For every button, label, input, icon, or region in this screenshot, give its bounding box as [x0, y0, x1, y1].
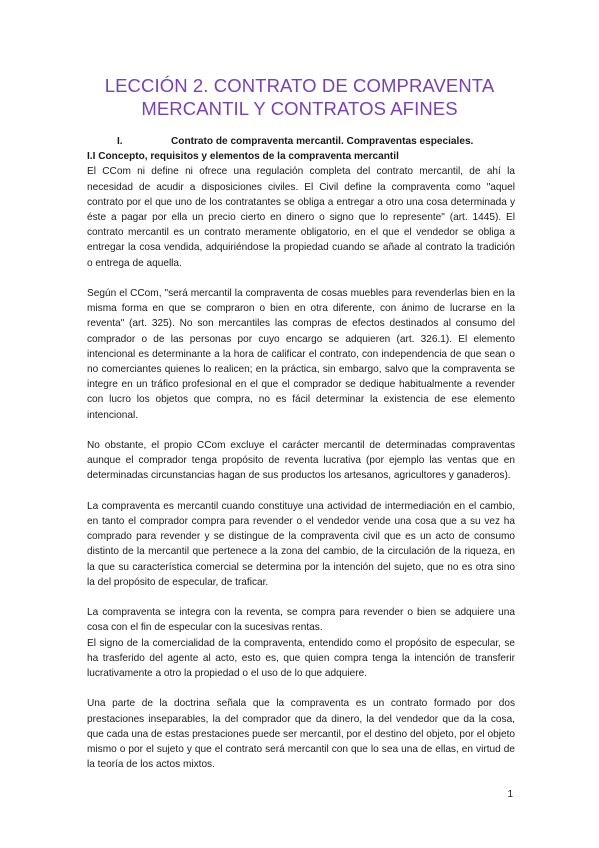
paragraph: La compraventa se integra con la reventa, se compra para revender o bien se adquiere una cosa con el fin de especular con la sucesivas rentas.	[87, 607, 515, 634]
page-number: 1	[507, 789, 513, 800]
paragraph-spacer	[87, 681, 515, 696]
paragraph-spacer	[87, 423, 515, 438]
section-heading-text: Contrato de compraventa mercantil. Compraventas especiales.	[171, 136, 474, 147]
paragraph: El CCom ni define ni ofrece una regulación completa del contrato mercantil, de ahí la necesidad de acudir a disposiciones civiles. El Civil define la compraventa como "aquel contrato por el que uno de los contratantes se obliga a entregar a otro una cosa determinada y éste a pagar por ella un precio cierto en dinero o signo que lo represente" (art. 1445). El contrato mercantil es un contrato meramente obligatorio, en el que el vendedor se obliga a entregar la cosa vendida, adquiriéndose la propiedad cuando se añade al contrato la tradición o entrega de aquella.	[87, 166, 515, 269]
title-line-1: LECCIÓN 2. CONTRATO DE COMPRAVENTA	[104, 75, 495, 96]
subsection-heading: I.I Concepto, requisitos y elementos de la compraventa mercantil	[87, 151, 399, 163]
title-line-2: MERCANTIL Y CONTRATOS AFINES	[141, 98, 458, 119]
section-number: I.	[117, 136, 123, 147]
document-body	[87, 134, 515, 772]
paragraph-spacer	[87, 271, 515, 286]
paragraph: El signo de la comercialidad de la compraventa, entendido como el propósito de especular, se ha trasferido del agente al acto, esto es, que quien compra tenga la intención de transferir lucrativamente a otro la propiedad o el uso de lo que adquiere.	[87, 637, 515, 680]
section-heading	[87, 134, 515, 149]
paragraph: La compraventa es mercantil cuando constituye una actividad de intermediación en el cambio, en tanto el comprador compra para revender o el vendedor vende una cosa que a su vez ha comprado para revender y se distingue de la compraventa civil que es un acto de consumo distinto de la mercantil que pertenece a la zona del cambio, de la circulación de la riqueza, en la que su característica comercial se determina por la intención del sujeto, que no es otra sino la del propósito de especular, de traficar.	[87, 500, 515, 588]
paragraph: Una parte de la doctrina señala que la compraventa es un contrato formado por dos prestaciones inseparables, la del comprador que da dinero, la del vendedor que da la cosa, que cada una de estas prestaciones puede ser mercantil, por el destino del objeto, por el objeto mismo o por el sujeto y que el contrato será mercantil con que lo sea una de ellas, en virtud de la teoría de los actos mixtos.	[87, 698, 515, 771]
page-title	[0, 74, 599, 120]
paragraph-spacer	[87, 484, 515, 499]
paragraph: Según el CCom, "será mercantil la compraventa de cosas muebles para revenderlas bien en la misma forma en que se compraron o bien en otra diferente, con ánimo de lucrarse en la reventa" (art. 325). No son mercantiles las compras de efectos destinados al consumo del comprador o de las personas por cuyo encargo se adquieren (art. 326.1). El elemento intencional es determinante a la hora de calificar el contrato, con independencia de que sean o no comerciantes quienes lo realicen; en la práctica, sin embargo, salvo que la compraventa se integre en un tráfico profesional en el que el comprador se dedique habitualmente a revender con lucro los objetos que compra, no es fácil determinar la existencia de ese elemento intencional.	[87, 288, 515, 421]
paragraph: No obstante, el propio CCom excluye el carácter mercantil de determinadas compraventas aunque el comprador tenga propósito de reventa lucrativa (por ejemplo las ventas que en determinadas circunstancias hagan de sus productos los artesanos, agricultores y ganaderos).	[87, 440, 515, 482]
paragraph-spacer	[87, 590, 515, 605]
